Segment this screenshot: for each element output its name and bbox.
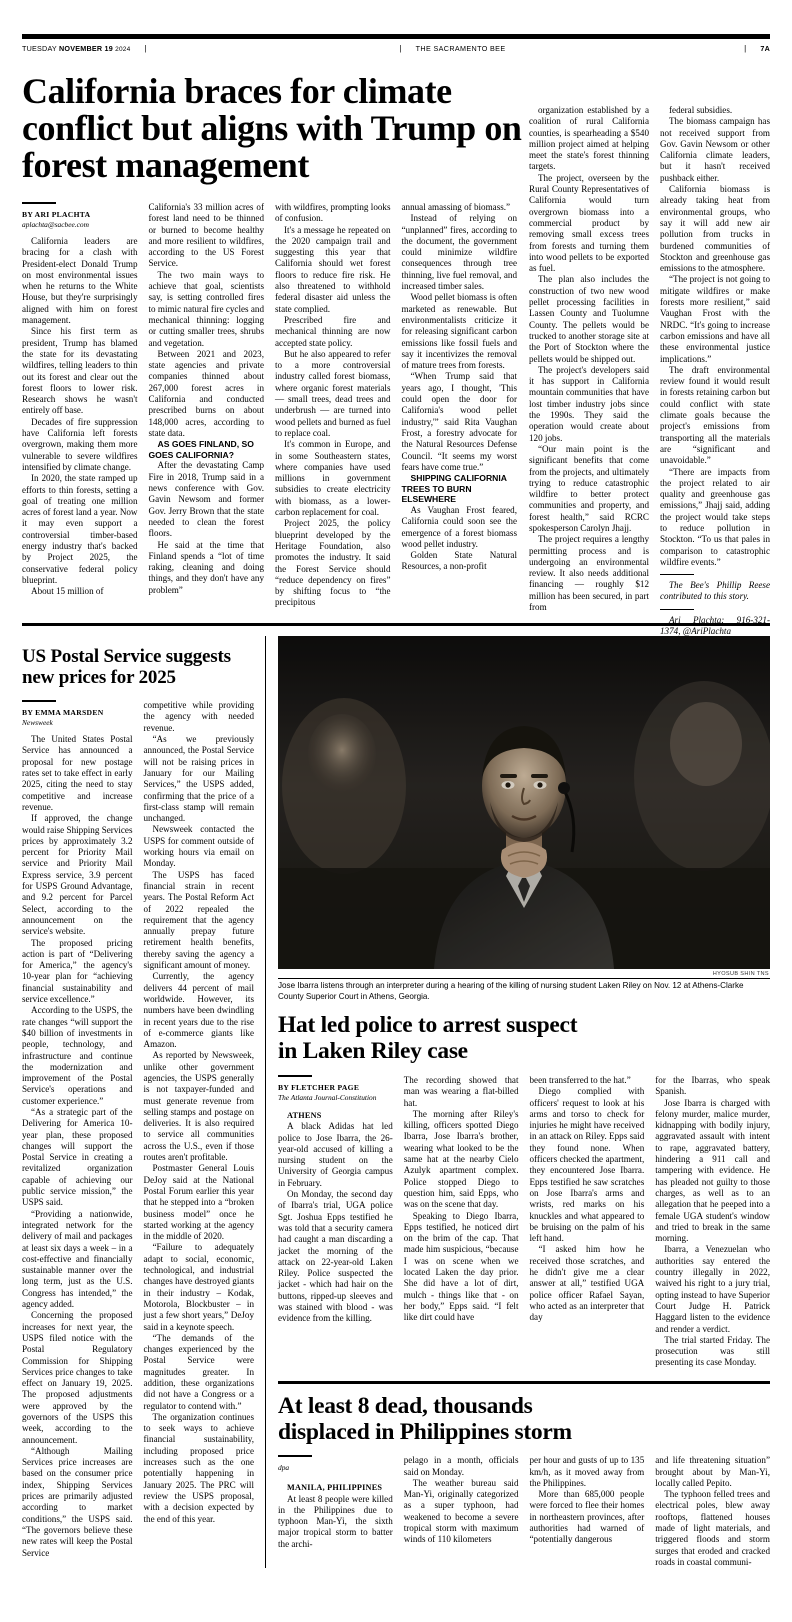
paragraph: with wildfires, prompting looks of confusion. (275, 202, 391, 224)
divider-rule-2 (660, 609, 694, 610)
philippines-column-2 (404, 1455, 519, 1568)
paragraph: The proposed pricing action is part of “Delivering for America,” the agency's 10-year plan for “achieving financial sustainability and service excellence.” (22, 937, 133, 1005)
usps-column-2 (144, 700, 255, 1559)
philippines-column-1 (278, 1455, 393, 1568)
paragraph: The recording showed that man was wearing a flat-billed hat. (403, 1075, 519, 1108)
lead-story-column-6-spacer (655, 202, 771, 609)
paragraph: “There are impacts from the project related to air quality and greenhouse gas emissions,” Jhajj said, adding the project would take steps to reduce pollution in Stockton. “To us that pales in comparison to catastrophic wildfire events.” (660, 466, 770, 567)
paragraph: “Providing a nationwide, integrated network for the delivery of mail and packages at least six days a week – in a cost-effective and financially sustainable manner over the long term, just as the U.S. Congress has intended,” the agency added. (22, 1208, 133, 1310)
paragraph: Diego complied with officers' request to look at his arms and torso to check for injuries he might have received in an attack on Riley. Epps said they found none. When officers checked the apartment, they encountered Jose Ibarra. Epps testified he saw scratches on Jose Ibarra's arms and wrists, red marks on his knuckles and what appeared to be bruising on the palm of his left hand. (529, 1086, 645, 1244)
paragraph: The draft environmental review found it would result in forests retaining carbon but could conflict with state climate goals because the project's emissions from transporting all the materials are “significant and unavoidable.” (660, 364, 770, 466)
paragraph: Postmaster General Louis DeJoy said at the National Postal Forum earlier this year that he stepped into a “broken business model” once he started working at the agency in the middle of 2020. (143, 1163, 254, 1242)
paragraph: As Vaughan Frost feared, California could soon see the emergence of a forest biomass wood pellet industry. (401, 504, 517, 549)
paragraph: The project, overseen by the Rural County Representatives of California would turn overgrown biomass into a commercial product by removing small excess trees from forests and turning them into wood pellets to be exported as fuel. (529, 172, 649, 274)
lead-story-column-1 (22, 202, 138, 609)
hat-byline-source: The Atlanta Journal-Constitution (278, 1093, 377, 1102)
lead-story-column-5-spacer (528, 202, 644, 609)
byline-rule (278, 1455, 312, 1457)
philippines-column-1-body (278, 1482, 393, 1550)
courtroom-photo (278, 636, 770, 969)
paragraph: More than 685,000 people were forced to flee their homes in northeastern provinces, after authorities had warned of “potentially dangerous (529, 1489, 645, 1545)
paragraph: The weather bureau said Man-Yi, originally categorized as a super typhoon, had weakened to become a severe tropical storm with maximum winds of 110 kilometers (403, 1477, 519, 1545)
paragraph: federal subsidies. (669, 105, 733, 115)
lower-deck (22, 636, 770, 1568)
paragraph: Decades of fire suppression have California left forests overgrown, making them more vulnerable to severe wildfires intensified by climate change. (22, 416, 138, 472)
lead-story-column-1-body (22, 236, 138, 598)
paragraph: The morning after Riley's killing, officers spotted Diego Ibarra, Jose Ibarra's brother, wearing what looked to be the same hat at the nearby Cielo Azulyk apartment complex. Police stopped Diego to question him, said Epps, who was on the scene that day. (403, 1108, 519, 1210)
paragraph: and life threatening situation” brought about by Man-Yi, locally called Pepito. (655, 1455, 770, 1488)
lead-story-columns (22, 202, 770, 609)
hat-dateline: ATHENS (287, 1111, 322, 1120)
paragraph: The United States Postal Service has announced a proposal for new postage rates set to take effect in early 2025, citing the need to stay competitive and increase revenue. (22, 734, 133, 812)
paragraph: Instead of relying on “unplanned” fires, according to the document, the government could minimize wildfire consequences through tree thinning, live fuel removal, and increased timber sales. (401, 213, 517, 292)
paragraph: About 15 million of (31, 586, 104, 597)
paragraph: The plan also includes the construction of two new wood pellet processing facilities in Lassen County and Tuolumne County. The pellets would be trucked to another storage site at the Port of Stockton where the pellets would be shipped out. (529, 274, 649, 364)
paragraph: It's a message he repeated on the 2020 campaign trail and suggesting this year that California should wet forest floors to reduce fire risk. He also threatened to withhold federal disaster aid unless the state complied. (275, 224, 391, 314)
usps-column-1 (22, 700, 133, 1559)
philippines-byline-source: dpa (278, 1463, 290, 1473)
contributor-note: The Bee's Phillip Reese contributed to this story. (660, 580, 770, 602)
hat-story-columns (278, 1075, 770, 1369)
paragraph: The typhoon felled trees and electrical poles, blew away rooftops, flattened houses made of light materials, and triggered floods and storm surges that eroded and cracked roads in coastal communi- (655, 1489, 770, 1567)
paragraph: per hour and gusts of up to 135 km/h, as it moved away from the Philippines. (529, 1455, 645, 1488)
hat-story-headline: Hat led police to arrest suspect in Laken Riley case (278, 1012, 578, 1064)
paragraph: organization established by a coalition of rural California counties, is spearheading a $540 million project aimed at helping meet the state's forest thinning targets. (529, 105, 649, 172)
paragraph: As reported by Newsweek, unlike other government agencies, the USPS generally is not taxpayer-funded and must generate revenue from selling stamps and postage on deliveries. It is also required to service all communities across the U.S., even if those routes aren't profitable. (143, 1050, 254, 1163)
photo-illustration (278, 636, 770, 969)
paragraph: But he also appeared to refer to a more controversial industry called forest biomass, where organic forest materials — small trees, dead trees and underbrush — are turned into wood pellets and burned as fuel to replace coal. (275, 348, 391, 438)
hat-byline: BY FLETCHER PAGE (278, 1083, 360, 1092)
paragraph: According to the USPS, the rate changes “will support the $40 billion of investments in people, technology, and infrastructure and continue the modernization and improvement of the Postal Service's operations and customer experience.” (22, 1005, 133, 1106)
paragraph: annual amassing of biomass.” (401, 202, 511, 212)
paragraph: Newsweek contacted the USPS for comment outside of working hours via email on Monday. (143, 824, 254, 869)
paragraph: for the Ibarras, who speak Spanish. (655, 1075, 770, 1097)
lead-story-column-2 (149, 202, 265, 609)
paragraph: “The demands of the changes experienced by the Postal Service were magnitudes greater. In addition, these organizations did not have a Congress or a regulator to contend with.” (143, 1332, 254, 1411)
paragraph: Concerning the proposed increases for next year, the USPS filed notice with the Postal Regulatory Commission for Shipping Services price changes to take effect on January 19, 2025. The proposed adjustments were approved by the governors of the USPS this week, according to the announcement. (22, 1310, 133, 1445)
photo-caption: Jose Ibarra listens through an interpreter during a hearing of the killing of nursing student Laken Riley on Nov. 12 at Athens-Clarke County Superior Court in Athens, Georgia. (278, 981, 744, 1001)
philippines-dateline: MANILA, PHILIPPINES (287, 1483, 383, 1493)
paragraph: California's 33 million acres of forest land need to be thinned or burned to become healthy and more resilient to wildfires, according to the US Forest Service. (148, 202, 264, 269)
philippines-story-columns (278, 1455, 770, 1568)
byline-rule (278, 1075, 312, 1077)
paragraph: competitive while providing the agency with needed revenue. (143, 700, 254, 733)
paragraph: He said at the time that Finland spends a “lot of time raking, cleaning and doing things, and they don't have any problem” (148, 539, 264, 595)
paragraph: Prescribed fire and mechanical thinning are now accepted state policy. (275, 314, 391, 348)
paragraph: The project requires a lengthy permitting process and is undergoing an environmental review. It also needs additional financing — roughly $12 million has been secured, in part from (529, 534, 649, 613)
photo-credit: HYOSUB SHIN TNS (712, 971, 769, 978)
paragraph: Jose Ibarra is charged with felony murder, malice murder, kidnapping with bodily injury, aggravated assault with intent to rape, aggravated battery, hindering a 911 call and tampering with evidence. He has pleaded not guilty to those charges, as well as to an allegation that he peeped into a female UGA student's window and tried to break in the same morning. (655, 1097, 770, 1244)
lead-story-byline: BY ARI PLACHTA (22, 210, 91, 219)
paragraph: Wood pellet biomass is often marketed as renewable. But environmentalists criticize it for releasing significant carbon emissions like fossil fuels and say it incentivizes the removal of mature trees from forests. (401, 292, 517, 371)
paragraph: The two main ways to achieve that goal, scientists say, is setting controlled fires to mimic natural fire cycles and mechanical thinning: logging or cutting smaller trees, shrubs and vegetation. (148, 269, 264, 348)
philippines-column-4 (655, 1455, 770, 1568)
masthead-year: 2024 (115, 46, 131, 53)
newspaper-page (0, 34, 792, 1622)
paragraph: Golden State Natural Resources, a non-profit (401, 550, 517, 572)
paragraph: The trial started Friday. The prosecution was still presenting its case Monday. (655, 1334, 770, 1368)
paragraph: At least 8 people were killed in the Philippines due to typhoon Man-Yi, the sixth major tropical storm to batter the archi- (278, 1493, 393, 1549)
masthead-day: TUESDAY (22, 44, 57, 53)
hat-column-2 (404, 1075, 519, 1369)
paragraph: “The project is not going to mitigate wildfires or make forests more resilient,” said Vaughan Frost with the NRDC. “It's going to increase carbon emissions and have all these environmental justice implications.” (660, 274, 770, 364)
masthead-publication: THE SACRAMENTO BEE (415, 44, 506, 53)
paragraph: The project's developers said it has support in California mountain communities that have lost timber industry jobs since the 1990s. They said the operation would create about 120 jobs. (529, 364, 649, 443)
paragraph: It's common in Europe, and in some Southeastern states, where companies have used millions in government subsidies to create electricity with biomass, as a lower-carbon replacement for coal. (275, 439, 391, 518)
paragraph: If approved, the change would raise Shipping Services prices by approximately 3.2 percent for Priority Mail service and Priority Mail Express service, 3.9 percent for USPS Ground Advantage, and 9.2 percent for Parcel Select, according to the announcement on the service's website. (22, 813, 133, 937)
lead-story-subhead-1: AS GOES FINLAND, SO GOES CALIFORNIA? (148, 439, 254, 460)
masthead-separator-left: | (144, 44, 147, 53)
paragraph: In 2020, the state ramped up efforts to thin forests, setting a goal of treating one million acres of forest land a year. Now it may even support a controversial timber-based energy industry that's backed by Project 2025, the conservative federal policy blueprint. (22, 473, 138, 585)
paragraph: Currently, the agency delivers 44 percent of mail worldwide. However, its numbers have been dwindling in recent years due to the rise of e-commerce giants like Amazon. (143, 971, 254, 1050)
paragraph: “Although Mailing Services price increases are based on the consumer price index, Shipping Services prices are primarily adjusted according to market conditions,” the USPS said. “The governors believe these new rates will keep the Postal Service (22, 1445, 133, 1558)
reporter-contact: Ari Plachta: 916-321-1374, @AriPlachta (660, 614, 770, 637)
paragraph: A black Adidas hat led police to Jose Ibarra, the 26-year-old accused of killing a nursing student on the University of Georgia campus in February. (278, 1121, 393, 1188)
paragraph: The USPS has faced financial strain in recent years. The Postal Reform Act of 2022 repealed the requirement that the agency annually prepay future retirement health benefits, thereby saving the agency a significant amount of money. (143, 869, 254, 971)
paragraph: pelago in a month, officials said on Monday. (403, 1455, 519, 1477)
paragraph: Speaking to Diego Ibarra, Epps testified, he noticed dirt on the brim of the cap. That made him suspicious, “because I was on scene when we located Laken the day prior. She did have a lot of dirt, mulch - things like that - on her body,” Epps said. “I felt like dirt could have (403, 1210, 519, 1323)
usps-byline-source: Newsweek (22, 718, 53, 728)
masthead-separator-mid: | (399, 44, 402, 53)
lead-story-column-4 (402, 202, 518, 609)
hat-column-1 (278, 1075, 393, 1369)
paragraph: “As a strategic part of the Delivering for America 10-year plan, these proposed changes will support the Postal Service in creating a revitalized organization capable of achieving our public service mission,” the USPS said. (22, 1106, 133, 1208)
masthead-separator-right: | (744, 44, 747, 53)
paragraph: On Monday, the second day of Ibarra's trial, UGA police Sgt. Joshua Epps testified he was told that a security camera had caught a man discarding a jacket the morning of the attack on 22-year-old Laken Riley. Police suspected the jacket - which had hair on the buttons, ripped-up sleeves and was stained with blood - was evidence from the killing. (278, 1189, 393, 1324)
paragraph: California biomass is already taking heat from environmental groups, who say it will add new air pollution from trucks in burdened communities of Stockton and greenhouse gas emissions to the atmosphere. (660, 184, 770, 274)
lead-story-column-3 (275, 202, 391, 609)
philippines-column-3 (530, 1455, 645, 1568)
usps-story-columns (22, 700, 254, 1559)
paragraph: Since his first term as president, Trump has blamed the state for its devastating wildfires, telling leaders to thin out its forest and clear out the forest floors to lower risk. Research shows he wasn't entirely off base. (22, 326, 138, 416)
usps-column-1-body (22, 734, 133, 1559)
paragraph: “When Trump said that years ago, I thought, 'This could open the door for California's wood pellet industry,'” said Rita Vaughan Frost, a forestry advocate for the Natural Resources Defense Council. “It seems my worst fears have come true.” (401, 371, 517, 472)
byline-rule (22, 202, 56, 204)
paragraph: “Failure to adequately adapt to social, economic, technological, and industrial changes have destroyed giants in their industry – Kodak, Motorola, Blockbuster – in just a few short years,” DeJoy said in a keynote speech. (143, 1242, 254, 1332)
paragraph: “I asked him how he received those scratches, and he didn't give me a clear answer at all,” testified UGA police officer Rafael Sayan, who acted as an interpreter that day (529, 1244, 645, 1323)
paragraph: been transferred to the hat.” (529, 1075, 631, 1085)
right-deck (278, 636, 770, 1568)
usps-byline: BY EMMA MARSDEN (22, 708, 104, 718)
paragraph: Project 2025, the policy blueprint developed by the Heritage Foundation, also promotes the industry. It said the Forest Service should “reduce dependency on fires” by shifting focus to “the precipitous (275, 518, 391, 608)
hat-column-1-body (278, 1110, 393, 1325)
masthead-page-number: 7A (760, 44, 770, 53)
usps-story (22, 636, 266, 1568)
usps-story-headline: US Postal Service suggests new prices for 2025 (22, 646, 231, 689)
paragraph: Ibarra, a Venezuelan who authorities say entered the country illegally in 2022, waived his right to a jury trial, opting instead to have Superior Court Judge H. Patrick Haggard listen to the evidence and render a verdict. (655, 1244, 770, 1334)
lead-story-byline-email: aplachta@sacbee.com (22, 220, 89, 229)
masthead (22, 39, 770, 57)
paragraph: “Our main point is the significant benefits that come from the projects, and ultimately trying to reduce catastrophic wildfire to better protect communities and property, and forest health,” said RCRC spokesperson Carolyn Jhajj. (529, 443, 649, 533)
paragraph: After the devastating Camp Fire in 2018, Trump said in a news conference with Gov. Gavin Newsom and former Gov. Jerry Brown that the state needed to clean the forest floors. (148, 460, 264, 539)
paragraph: California leaders are bracing for a clash with President-elect Donald Trump on most environmental issues when he returns to the White House, but they're surprisingly aligned with him on forest management. (22, 236, 138, 326)
lead-story-subhead-2: SHIPPING CALIFORNIA TREES TO BURN ELSEWHERE (401, 473, 507, 505)
hat-column-3 (530, 1075, 645, 1369)
paragraph: “As we previously announced, the Postal Service will not be raising prices in January for our Mailing Services,” the USPS added, confirming that the price of a first-class stamp will remain unchanged. (143, 734, 254, 824)
byline-rule (22, 700, 56, 702)
hat-column-4 (655, 1075, 770, 1369)
masthead-month-day: NOVEMBER 19 (59, 44, 113, 53)
philippines-divider-rule (278, 1381, 770, 1385)
philippines-story-headline: At least 8 dead, thousands displaced in Philippines storm (278, 1393, 572, 1446)
paragraph: The organization continues to seek ways to achieve financial sustainability, including proposed price increases such as the one potentially happening in January 2025. The PRC will review the USPS proposal, with a decision expected by the end of this year. (143, 1411, 254, 1524)
lead-story-headline: California braces for climate conflict but aligns with Trump on forest management (22, 71, 522, 185)
masthead-date (22, 44, 130, 53)
paragraph: The biomass campaign has not received support from Gov. Gavin Newsom or other California climate leaders, but it hasn't received pushback either. (660, 116, 770, 183)
paragraph: Between 2021 and 2023, state agencies and private companies thinned about 267,000 forest acres in California and conducted prescribed burns on about 148,000 acres, according to state data. (148, 348, 264, 438)
